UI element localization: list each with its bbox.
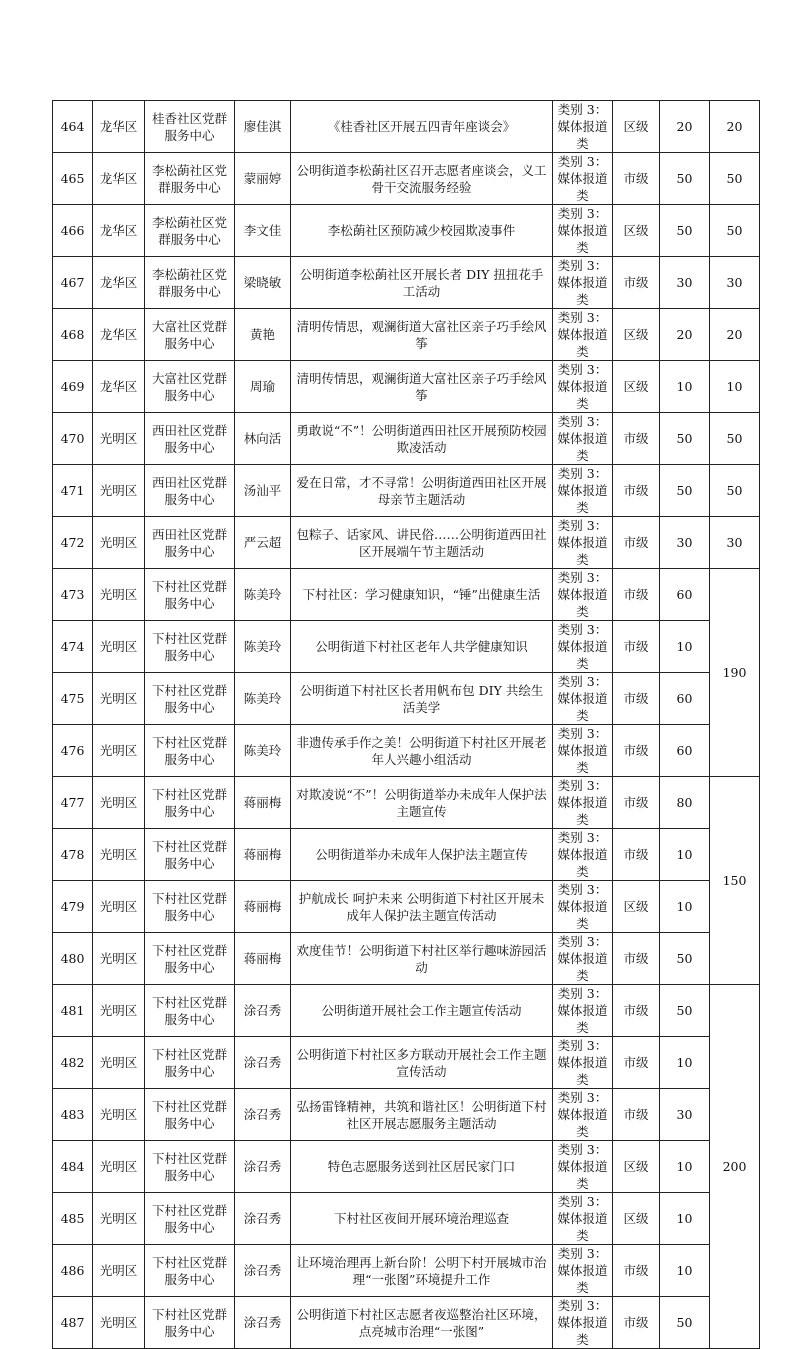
organization-cell: 下村社区党群服务中心: [145, 777, 235, 829]
score-cell: 10: [660, 621, 710, 673]
category-cell: 类别 3：媒体报道类: [553, 1037, 613, 1089]
report-title-cell: 公明街道下村社区志愿者夜巡整治社区环境，点亮城市治理“一张图”: [291, 1297, 553, 1349]
report-title-cell: 对欺凌说“不”！公明街道举办未成年人保护法主题宣传: [291, 777, 553, 829]
organization-cell: 大富社区党群服务中心: [145, 309, 235, 361]
category-cell: 类别 3：媒体报道类: [553, 413, 613, 465]
person-name-cell: 陈美玲: [235, 673, 291, 725]
organization-cell: 下村社区党群服务中心: [145, 569, 235, 621]
report-title-cell: 特色志愿服务送到社区居民家门口: [291, 1141, 553, 1193]
category-cell: 类别 3：媒体报道类: [553, 621, 613, 673]
table-row: [53, 517, 760, 569]
district-cell: 龙华区: [93, 361, 145, 413]
table-row: [53, 829, 760, 881]
level-cell: 市级: [613, 933, 660, 985]
level-cell: 市级: [613, 569, 660, 621]
category-cell: 类别 3：媒体报道类: [553, 829, 613, 881]
total-cell: 50: [710, 465, 760, 517]
district-cell: 光明区: [93, 413, 145, 465]
report-title-cell: 非遗传承手作之美！公明街道下村社区开展老年人兴趣小组活动: [291, 725, 553, 777]
person-name-cell: 涂召秀: [235, 1141, 291, 1193]
person-name-cell: 严云超: [235, 517, 291, 569]
person-name-cell: 涂召秀: [235, 1037, 291, 1089]
row-number-cell: 476: [53, 725, 93, 777]
score-cell: 10: [660, 1245, 710, 1297]
total-cell: 50: [710, 413, 760, 465]
score-cell: 50: [660, 205, 710, 257]
total-cell: 20: [710, 309, 760, 361]
level-cell: 区级: [613, 205, 660, 257]
district-cell: 光明区: [93, 621, 145, 673]
score-cell: 10: [660, 829, 710, 881]
category-cell: 类别 3：媒体报道类: [553, 361, 613, 413]
row-number-cell: 465: [53, 153, 93, 205]
organization-cell: 下村社区党群服务中心: [145, 621, 235, 673]
report-title-cell: 下村社区：学习健康知识，“锤”出健康生活: [291, 569, 553, 621]
table-row: [53, 1037, 760, 1089]
organization-cell: 下村社区党群服务中心: [145, 673, 235, 725]
organization-cell: 下村社区党群服务中心: [145, 725, 235, 777]
score-cell: 10: [660, 361, 710, 413]
total-cell: 20: [710, 101, 760, 153]
district-cell: 光明区: [93, 933, 145, 985]
category-cell: 类别 3：媒体报道类: [553, 933, 613, 985]
total-cell: 10: [710, 361, 760, 413]
level-cell: 市级: [613, 1245, 660, 1297]
level-cell: 区级: [613, 309, 660, 361]
row-number-cell: 484: [53, 1141, 93, 1193]
level-cell: 市级: [613, 673, 660, 725]
row-number-cell: 467: [53, 257, 93, 309]
score-cell: 10: [660, 1037, 710, 1089]
table-row: [53, 985, 760, 1037]
level-cell: 市级: [613, 1089, 660, 1141]
table-row: [53, 1193, 760, 1245]
organization-cell: 李松蓢社区党群服务中心: [145, 153, 235, 205]
score-cell: 30: [660, 257, 710, 309]
category-cell: 类别 3：媒体报道类: [553, 205, 613, 257]
level-cell: 市级: [613, 153, 660, 205]
row-number-cell: 480: [53, 933, 93, 985]
category-cell: 类别 3：媒体报道类: [553, 1089, 613, 1141]
person-name-cell: 林向活: [235, 413, 291, 465]
district-cell: 光明区: [93, 465, 145, 517]
row-number-cell: 472: [53, 517, 93, 569]
records-table: [52, 100, 760, 1349]
person-name-cell: 蒋丽梅: [235, 933, 291, 985]
row-number-cell: 464: [53, 101, 93, 153]
table-row: [53, 465, 760, 517]
report-title-cell: 公明街道下村社区老年人共学健康知识: [291, 621, 553, 673]
person-name-cell: 涂召秀: [235, 985, 291, 1037]
table-row: [53, 361, 760, 413]
level-cell: 市级: [613, 985, 660, 1037]
score-cell: 50: [660, 985, 710, 1037]
row-number-cell: 466: [53, 205, 93, 257]
person-name-cell: 涂召秀: [235, 1297, 291, 1349]
score-cell: 20: [660, 309, 710, 361]
score-cell: 60: [660, 569, 710, 621]
district-cell: 光明区: [93, 725, 145, 777]
category-cell: 类别 3：媒体报道类: [553, 153, 613, 205]
district-cell: 光明区: [93, 1245, 145, 1297]
organization-cell: 下村社区党群服务中心: [145, 1037, 235, 1089]
district-cell: 光明区: [93, 673, 145, 725]
report-title-cell: 公明街道李松蓢社区召开志愿者座谈会，义工骨干交流服务经验: [291, 153, 553, 205]
category-cell: 类别 3：媒体报道类: [553, 1245, 613, 1297]
level-cell: 市级: [613, 725, 660, 777]
organization-cell: 下村社区党群服务中心: [145, 1193, 235, 1245]
district-cell: 光明区: [93, 985, 145, 1037]
category-cell: 类别 3：媒体报道类: [553, 569, 613, 621]
table-row: [53, 257, 760, 309]
table-row: [53, 673, 760, 725]
category-cell: 类别 3：媒体报道类: [553, 725, 613, 777]
district-cell: 龙华区: [93, 257, 145, 309]
table-row: [53, 777, 760, 829]
organization-cell: 大富社区党群服务中心: [145, 361, 235, 413]
district-cell: 光明区: [93, 517, 145, 569]
score-cell: 30: [660, 1089, 710, 1141]
table-row: [53, 725, 760, 777]
score-cell: 60: [660, 725, 710, 777]
person-name-cell: 陈美玲: [235, 569, 291, 621]
report-title-cell: 公明街道下村社区长者用帆布包 DIY 共绘生活美学: [291, 673, 553, 725]
report-title-cell: 爱在日常，才不寻常！公明街道西田社区开展母亲节主题活动: [291, 465, 553, 517]
table-row: [53, 205, 760, 257]
person-name-cell: 廖佳淇: [235, 101, 291, 153]
row-number-cell: 487: [53, 1297, 93, 1349]
person-name-cell: 蒙丽婷: [235, 153, 291, 205]
district-cell: 光明区: [93, 1297, 145, 1349]
person-name-cell: 梁晓敏: [235, 257, 291, 309]
report-title-cell: 勇敢说“不”！公明街道西田社区开展预防校园欺凌活动: [291, 413, 553, 465]
category-cell: 类别 3：媒体报道类: [553, 985, 613, 1037]
total-cell: 200: [710, 985, 760, 1349]
category-cell: 类别 3：媒体报道类: [553, 101, 613, 153]
category-cell: 类别 3：媒体报道类: [553, 673, 613, 725]
row-number-cell: 477: [53, 777, 93, 829]
report-title-cell: 公明街道举办未成年人保护法主题宣传: [291, 829, 553, 881]
report-title-cell: 公明街道李松蓢社区开展长者 DIY 扭扭花手工活动: [291, 257, 553, 309]
report-title-cell: 李松蓢社区预防减少校园欺凌事件: [291, 205, 553, 257]
row-number-cell: 482: [53, 1037, 93, 1089]
category-cell: 类别 3：媒体报道类: [553, 1141, 613, 1193]
level-cell: 区级: [613, 101, 660, 153]
person-name-cell: 涂召秀: [235, 1245, 291, 1297]
report-title-cell: 欢度佳节！公明街道下村社区举行趣味游园活动: [291, 933, 553, 985]
person-name-cell: 李文佳: [235, 205, 291, 257]
total-cell: 50: [710, 153, 760, 205]
row-number-cell: 469: [53, 361, 93, 413]
total-cell: 190: [710, 569, 760, 777]
organization-cell: 下村社区党群服务中心: [145, 1297, 235, 1349]
organization-cell: 下村社区党群服务中心: [145, 881, 235, 933]
report-title-cell: 清明传情思，观澜街道大富社区亲子巧手绘风筝: [291, 361, 553, 413]
district-cell: 光明区: [93, 777, 145, 829]
level-cell: 区级: [613, 1193, 660, 1245]
organization-cell: 李松蓢社区党群服务中心: [145, 257, 235, 309]
row-number-cell: 470: [53, 413, 93, 465]
row-number-cell: 485: [53, 1193, 93, 1245]
table-row: [53, 101, 760, 153]
level-cell: 市级: [613, 465, 660, 517]
district-cell: 龙华区: [93, 101, 145, 153]
row-number-cell: 473: [53, 569, 93, 621]
table-row: [53, 621, 760, 673]
table-row: [53, 309, 760, 361]
table-row: [53, 1141, 760, 1193]
person-name-cell: 陈美玲: [235, 725, 291, 777]
report-title-cell: 护航成长 呵护未来 公明街道下村社区开展未成年人保护法主题宣传活动: [291, 881, 553, 933]
table-row: [53, 1297, 760, 1349]
total-cell: 50: [710, 205, 760, 257]
score-cell: 30: [660, 517, 710, 569]
district-cell: 光明区: [93, 1141, 145, 1193]
table-row: [53, 881, 760, 933]
level-cell: 市级: [613, 1037, 660, 1089]
table-row: [53, 933, 760, 985]
table-row: [53, 413, 760, 465]
category-cell: 类别 3：媒体报道类: [553, 777, 613, 829]
score-cell: 50: [660, 1297, 710, 1349]
category-cell: 类别 3：媒体报道类: [553, 881, 613, 933]
row-number-cell: 486: [53, 1245, 93, 1297]
category-cell: 类别 3：媒体报道类: [553, 257, 613, 309]
table-row: [53, 153, 760, 205]
district-cell: 龙华区: [93, 205, 145, 257]
level-cell: 市级: [613, 829, 660, 881]
category-cell: 类别 3：媒体报道类: [553, 1297, 613, 1349]
level-cell: 市级: [613, 777, 660, 829]
organization-cell: 西田社区党群服务中心: [145, 465, 235, 517]
row-number-cell: 478: [53, 829, 93, 881]
person-name-cell: 涂召秀: [235, 1193, 291, 1245]
score-cell: 20: [660, 101, 710, 153]
row-number-cell: 483: [53, 1089, 93, 1141]
district-cell: 光明区: [93, 829, 145, 881]
table-body: [53, 101, 760, 1349]
report-title-cell: 公明街道下村社区多方联动开展社会工作主题宣传活动: [291, 1037, 553, 1089]
row-number-cell: 475: [53, 673, 93, 725]
organization-cell: 西田社区党群服务中心: [145, 517, 235, 569]
row-number-cell: 471: [53, 465, 93, 517]
person-name-cell: 周瑜: [235, 361, 291, 413]
level-cell: 市级: [613, 257, 660, 309]
level-cell: 区级: [613, 1141, 660, 1193]
score-cell: 80: [660, 777, 710, 829]
person-name-cell: 蒋丽梅: [235, 829, 291, 881]
score-cell: 50: [660, 413, 710, 465]
table-row: [53, 569, 760, 621]
category-cell: 类别 3：媒体报道类: [553, 465, 613, 517]
district-cell: 龙华区: [93, 153, 145, 205]
organization-cell: 西田社区党群服务中心: [145, 413, 235, 465]
level-cell: 市级: [613, 1297, 660, 1349]
organization-cell: 下村社区党群服务中心: [145, 1141, 235, 1193]
row-number-cell: 481: [53, 985, 93, 1037]
row-number-cell: 474: [53, 621, 93, 673]
person-name-cell: 汤汕平: [235, 465, 291, 517]
report-title-cell: 清明传情思，观澜街道大富社区亲子巧手绘风筝: [291, 309, 553, 361]
organization-cell: 李松蓢社区党群服务中心: [145, 205, 235, 257]
row-number-cell: 479: [53, 881, 93, 933]
total-cell: 30: [710, 517, 760, 569]
table-row: [53, 1245, 760, 1297]
level-cell: 市级: [613, 517, 660, 569]
level-cell: 区级: [613, 881, 660, 933]
score-cell: 50: [660, 465, 710, 517]
person-name-cell: 黄艳: [235, 309, 291, 361]
table-row: [53, 1089, 760, 1141]
level-cell: 市级: [613, 413, 660, 465]
level-cell: 市级: [613, 621, 660, 673]
organization-cell: 桂香社区党群服务中心: [145, 101, 235, 153]
row-number-cell: 468: [53, 309, 93, 361]
total-cell: 30: [710, 257, 760, 309]
score-cell: 10: [660, 1141, 710, 1193]
report-title-cell: 公明街道开展社会工作主题宣传活动: [291, 985, 553, 1037]
report-title-cell: 包粽子、话家风、讲民俗……公明街道西田社区开展端午节主题活动: [291, 517, 553, 569]
person-name-cell: 蒋丽梅: [235, 777, 291, 829]
district-cell: 龙华区: [93, 309, 145, 361]
organization-cell: 下村社区党群服务中心: [145, 1089, 235, 1141]
category-cell: 类别 3：媒体报道类: [553, 1193, 613, 1245]
report-title-cell: 下村社区夜间开展环境治理巡查: [291, 1193, 553, 1245]
report-title-cell: 让环境治理再上新台阶！公明下村开展城市治理“一张图”环境提升工作: [291, 1245, 553, 1297]
organization-cell: 下村社区党群服务中心: [145, 829, 235, 881]
district-cell: 光明区: [93, 569, 145, 621]
score-cell: 50: [660, 933, 710, 985]
score-cell: 50: [660, 153, 710, 205]
organization-cell: 下村社区党群服务中心: [145, 1245, 235, 1297]
person-name-cell: 陈美玲: [235, 621, 291, 673]
score-cell: 10: [660, 881, 710, 933]
district-cell: 光明区: [93, 1037, 145, 1089]
report-title-cell: 《桂香社区开展五四青年座谈会》: [291, 101, 553, 153]
organization-cell: 下村社区党群服务中心: [145, 985, 235, 1037]
person-name-cell: 蒋丽梅: [235, 881, 291, 933]
district-cell: 光明区: [93, 881, 145, 933]
organization-cell: 下村社区党群服务中心: [145, 933, 235, 985]
score-cell: 10: [660, 1193, 710, 1245]
score-cell: 60: [660, 673, 710, 725]
category-cell: 类别 3：媒体报道类: [553, 517, 613, 569]
level-cell: 区级: [613, 361, 660, 413]
district-cell: 光明区: [93, 1089, 145, 1141]
person-name-cell: 涂召秀: [235, 1089, 291, 1141]
district-cell: 光明区: [93, 1193, 145, 1245]
report-title-cell: 弘扬雷锋精神，共筑和谐社区！公明街道下村社区开展志愿服务主题活动: [291, 1089, 553, 1141]
total-cell: 150: [710, 777, 760, 985]
category-cell: 类别 3：媒体报道类: [553, 309, 613, 361]
